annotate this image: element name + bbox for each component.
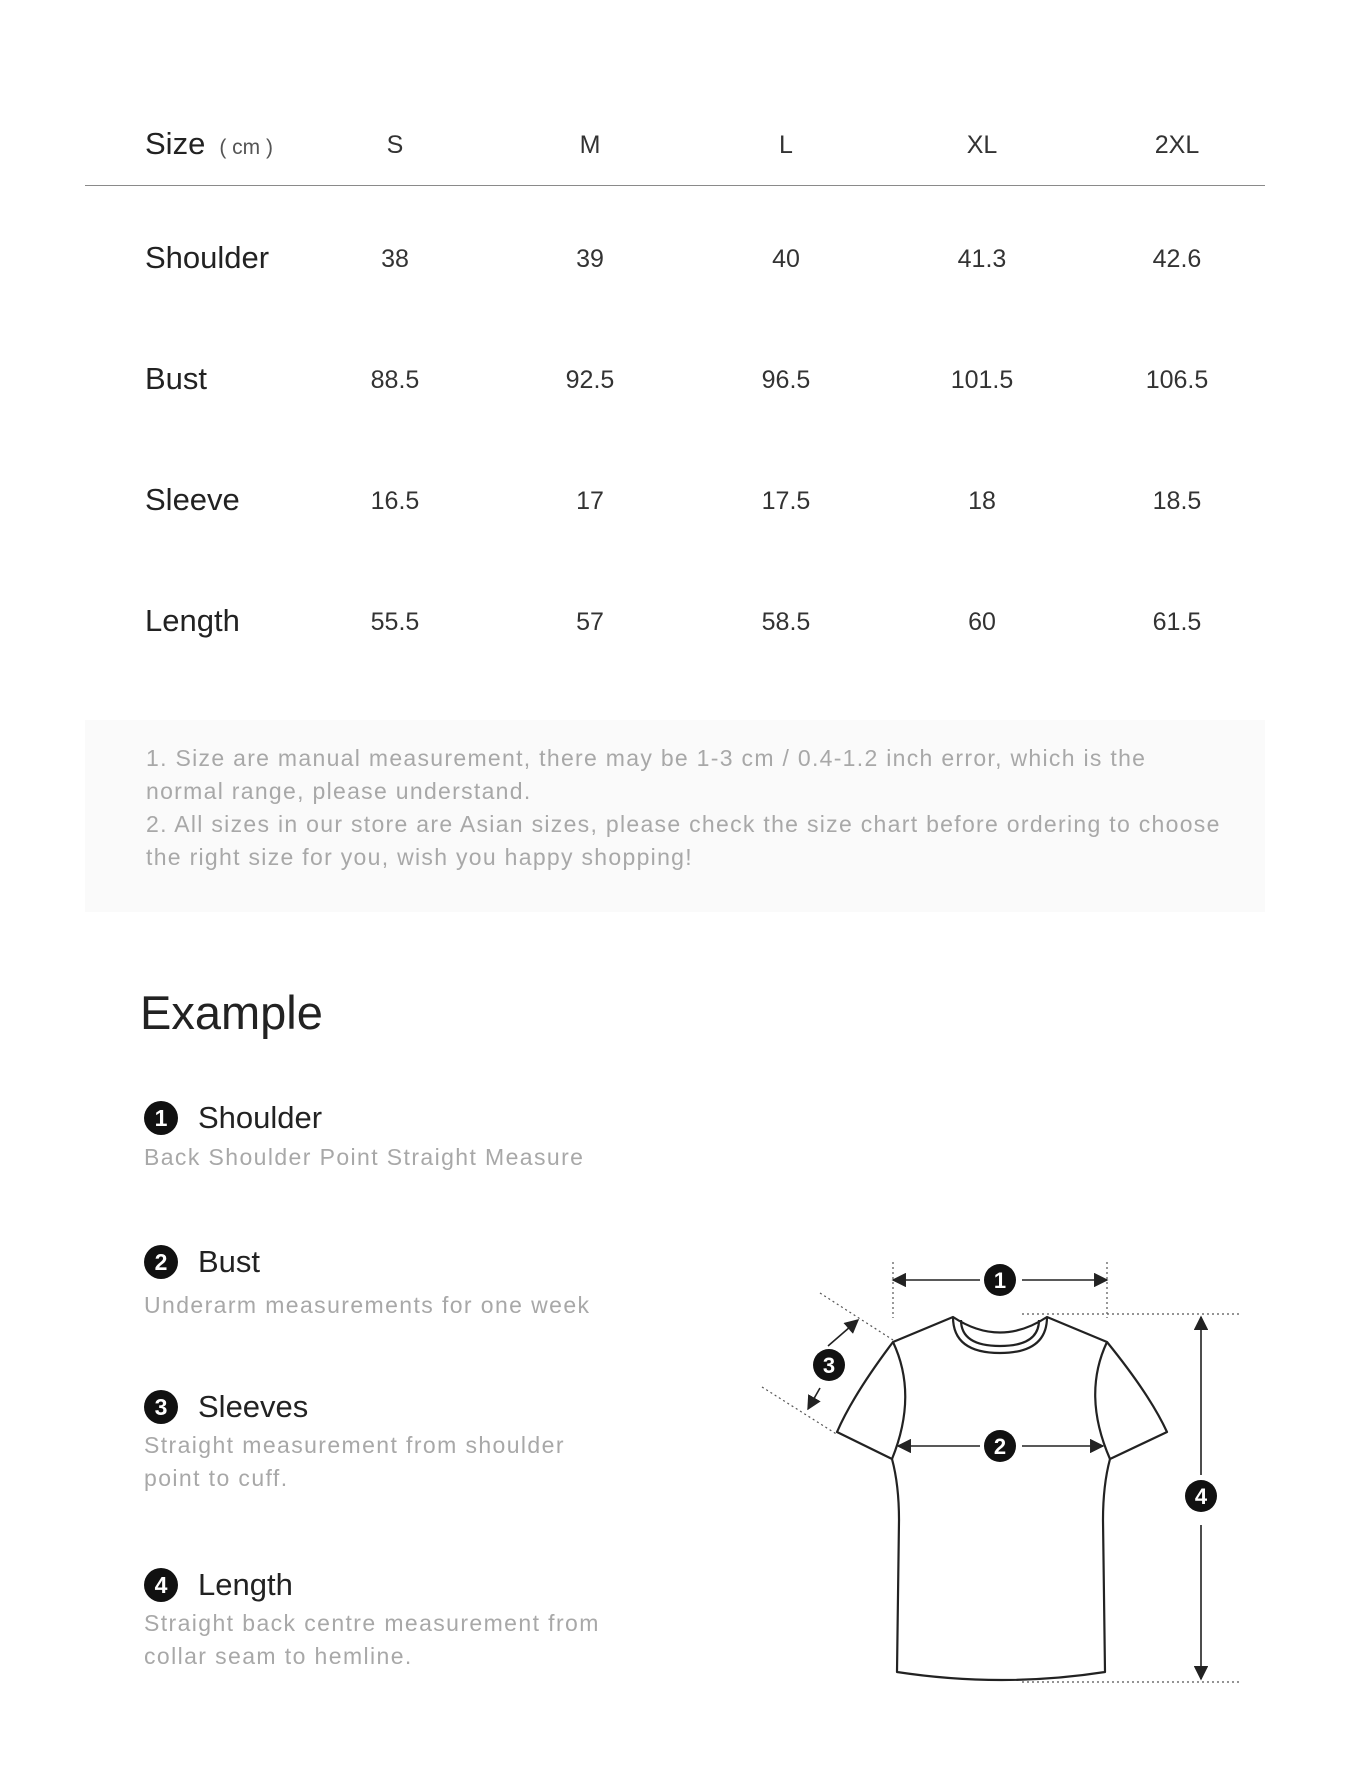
number-badge-3: 3 bbox=[144, 1390, 178, 1424]
table-cell: 16.5 bbox=[370, 487, 420, 515]
row-label-bust: Bust bbox=[145, 361, 208, 396]
table-cell: 42.6 bbox=[1152, 245, 1202, 273]
item-title-sleeves: Sleeves bbox=[198, 1389, 309, 1424]
item-desc-sleeves: Straight measurement from shoulder point to cuff. bbox=[144, 1432, 565, 1491]
item-desc-length: Straight back centre measurement from collar seam to hemline. bbox=[144, 1610, 600, 1669]
note-1: 1. Size are manual measurement, there may be 1-3 cm / 0.4-1.2 inch error, which is the normal range, please understand. bbox=[146, 745, 1147, 804]
table-cell: 17.5 bbox=[761, 487, 811, 515]
table-cell: 96.5 bbox=[761, 366, 811, 394]
table-cell: 18 bbox=[968, 487, 996, 515]
item-title-length: Length bbox=[198, 1567, 293, 1602]
table-cell: 61.5 bbox=[1152, 608, 1202, 636]
size-label: Size bbox=[145, 126, 206, 161]
size-col-s: S bbox=[386, 131, 404, 159]
item-desc-shoulder: Back Shoulder Point Straight Measure bbox=[144, 1144, 585, 1170]
table-cell: 55.5 bbox=[370, 608, 420, 636]
row-label-sleeve: Sleeve bbox=[145, 482, 240, 517]
size-col-2xl: 2XL bbox=[1154, 131, 1200, 159]
table-cell: 101.5 bbox=[950, 366, 1014, 394]
unit-label: ( cm ) bbox=[219, 136, 273, 159]
row-label-length: Length bbox=[145, 603, 240, 638]
table-cell: 88.5 bbox=[370, 366, 420, 394]
diagram-marker-2-label: 2 bbox=[993, 1434, 1007, 1459]
diagram-marker-1 bbox=[984, 1264, 1016, 1296]
number-badge-2: 2 bbox=[144, 1245, 178, 1279]
table-cell: 41.3 bbox=[957, 245, 1007, 273]
table-cell: 106.5 bbox=[1145, 366, 1209, 394]
diagram-marker-3-label: 3 bbox=[822, 1353, 836, 1378]
size-col-xl: XL bbox=[966, 131, 998, 159]
diagram-marker-3 bbox=[813, 1349, 845, 1381]
table-cell: 38 bbox=[381, 245, 409, 273]
item-title-shoulder: Shoulder bbox=[198, 1100, 323, 1135]
table-cell: 39 bbox=[576, 245, 604, 273]
diagram-marker-4-label: 4 bbox=[1194, 1484, 1208, 1509]
table-cell: 92.5 bbox=[565, 366, 615, 394]
row-label-shoulder: Shoulder bbox=[145, 240, 270, 275]
item-title-bust: Bust bbox=[198, 1244, 261, 1279]
table-cell: 58.5 bbox=[761, 608, 811, 636]
size-col-l: L bbox=[779, 131, 793, 159]
diagram-marker-2 bbox=[984, 1430, 1016, 1462]
tshirt-outline bbox=[837, 1317, 1167, 1680]
table-cell: 18.5 bbox=[1152, 487, 1202, 515]
table-cell: 60 bbox=[968, 608, 996, 636]
size-col-m: M bbox=[579, 131, 601, 159]
table-cell: 57 bbox=[576, 608, 604, 636]
diagram-marker-4 bbox=[1185, 1480, 1217, 1512]
item-desc-bust: Underarm measurements for one week bbox=[144, 1292, 591, 1318]
table-cell: 17 bbox=[576, 487, 604, 515]
diagram-marker-1-label: 1 bbox=[993, 1268, 1007, 1293]
example-title: Example bbox=[140, 986, 323, 1039]
number-badge-4: 4 bbox=[144, 1568, 178, 1602]
number-badge-1: 1 bbox=[144, 1101, 178, 1135]
table-cell: 40 bbox=[772, 245, 800, 273]
note-2: 2. All sizes in our store are Asian sizes, please check the size chart before ordering to choose the right size for you, wish you happy shopping! bbox=[146, 811, 1221, 870]
